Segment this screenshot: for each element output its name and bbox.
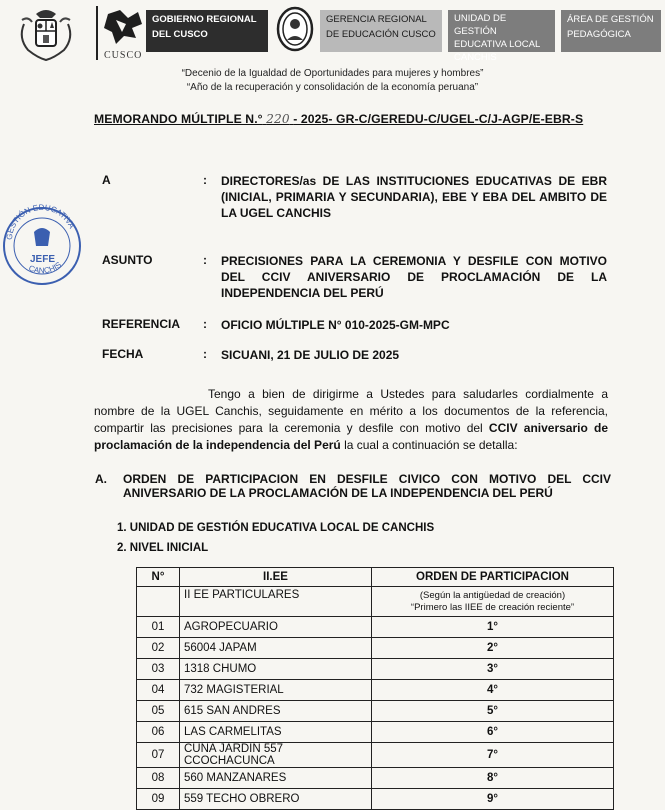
stamp-top-text: GESTIÓN EDUCATIVA bbox=[4, 202, 77, 241]
ugel-jefe-stamp bbox=[0, 188, 82, 294]
header-orden: ORDEN DE PARTICIPACION bbox=[372, 568, 614, 587]
row-orden: 8° bbox=[372, 768, 614, 789]
field-referencia-label: REFERENCIA bbox=[102, 317, 181, 331]
subheader-note-line1: (Según la antigüedad de creación) bbox=[419, 589, 566, 601]
header-area-line2: PEDAGÓGICA bbox=[567, 29, 631, 40]
field-referencia-colon: : bbox=[203, 317, 207, 331]
row-iiee: 560 MANZANARES bbox=[180, 768, 372, 789]
subheader-note-line2: “Primero las IIEE de creación reciente” bbox=[410, 601, 575, 613]
section-a-heading bbox=[95, 472, 611, 500]
header-area-line1: ÁREA DE GESTIÓN bbox=[567, 14, 654, 25]
table-header-row bbox=[137, 568, 614, 587]
table-row bbox=[137, 617, 614, 638]
cusco-logo-text: CUSCO bbox=[104, 50, 143, 61]
row-iiee: CUNA JARDIN 557 CCOCHACUNCA bbox=[180, 743, 372, 768]
table-row bbox=[137, 768, 614, 789]
intro-paragraph bbox=[94, 386, 608, 454]
memo-title-prefix: MEMORANDO MÚLTIPLE N.° bbox=[94, 112, 263, 126]
header-gerencia-line1: GERENCIA REGIONAL bbox=[326, 14, 427, 25]
memo-title bbox=[94, 112, 583, 126]
row-orden: 5° bbox=[372, 701, 614, 722]
table-subheader-row bbox=[137, 587, 614, 617]
header-ugel-line2: EDUCATIVA LOCAL bbox=[454, 39, 541, 50]
field-referencia-value: OFICIO MÚLTIPLE N° 010-2025-GM-MPC bbox=[221, 318, 450, 332]
section-a-text: ORDEN DE PARTICIPACION EN DESFILE CIVICO CON MOTIVO DEL CCIV ANIVERSARIO DE LA PROCLAMACIÓN DE LA INDEPENDENCIA DEL PERÚ bbox=[123, 472, 611, 500]
intro-text-c: la cual a continuación se detalla: bbox=[340, 438, 518, 452]
row-number: 05 bbox=[137, 701, 180, 722]
field-fecha-colon: : bbox=[203, 347, 207, 361]
row-number: 03 bbox=[137, 659, 180, 680]
header-gobierno-line1: GOBIERNO REGIONAL bbox=[152, 14, 257, 25]
row-iiee: 615 SAN ANDRES bbox=[180, 701, 372, 722]
table-body bbox=[137, 617, 614, 810]
header-ugel bbox=[448, 10, 555, 63]
header-ugel-line1: UNIDAD DE GESTIÓN bbox=[454, 13, 507, 37]
row-number: 01 bbox=[137, 617, 180, 638]
row-iiee: LAS CARMELITAS bbox=[180, 722, 372, 743]
table-row bbox=[137, 722, 614, 743]
row-orden: 9° bbox=[372, 789, 614, 810]
header-iiee: II.EE bbox=[180, 568, 372, 587]
row-orden: 1° bbox=[372, 617, 614, 638]
row-orden: 2° bbox=[372, 638, 614, 659]
header-ugel-line3: CANCHIS bbox=[454, 52, 497, 63]
header-gerencia-line2: DE EDUCACIÓN CUSCO bbox=[326, 29, 436, 40]
header-gerencia-regional bbox=[320, 10, 442, 52]
field-fecha-label: FECHA bbox=[102, 347, 144, 361]
row-iiee: AGROPECUARIO bbox=[180, 617, 372, 638]
year-quote: “Año de la recuperación y consolidación de la economía peruana” bbox=[186, 82, 479, 93]
decenio-quote: “Decenio de la Igualdad de Oportunidades para mujeres y hombres” bbox=[181, 68, 484, 79]
field-asunto-label: ASUNTO bbox=[102, 253, 153, 267]
section-a-letter: A. bbox=[95, 472, 107, 486]
table-row bbox=[137, 680, 614, 701]
intro-text-a: Tengo a bien de dirigirme a Ustedes para saludarles cordialmente a nombre de la UGEL Canchis, seguidamente en mérito a los documentos de la referencia, compartir las precisiones para la ceremonia y desfile con motivo del bbox=[94, 387, 608, 435]
subheader-particulares: II EE PARTICULARES bbox=[180, 587, 372, 617]
item-nivel-inicial: 2. NIVEL INICIAL bbox=[117, 542, 209, 554]
subheader-note bbox=[372, 587, 614, 617]
header-gobierno-regional bbox=[146, 10, 268, 52]
row-orden: 7° bbox=[372, 743, 614, 768]
row-number: 08 bbox=[137, 768, 180, 789]
row-iiee: 1318 CHUMO bbox=[180, 659, 372, 680]
intro-text-bold: CCIV aniversario de proclamación de la independencia del Perú bbox=[94, 421, 608, 452]
participation-table bbox=[136, 567, 614, 810]
row-orden: 4° bbox=[372, 680, 614, 701]
field-fecha-value: SICUANI, 21 DE JULIO DE 2025 bbox=[221, 348, 400, 362]
row-number: 07 bbox=[137, 743, 180, 768]
memo-number: 220 bbox=[266, 112, 290, 126]
row-number: 06 bbox=[137, 722, 180, 743]
row-iiee: 559 TECHO OBRERO bbox=[180, 789, 372, 810]
stamp-bottom-text: CANCHIS bbox=[27, 260, 64, 276]
table-row bbox=[137, 701, 614, 722]
item-ugel: 1. UNIDAD DE GESTIÓN EDUCATIVA LOCAL DE CANCHIS bbox=[117, 522, 435, 534]
row-number: 04 bbox=[137, 680, 180, 701]
field-a-colon: : bbox=[203, 173, 207, 187]
subheader-empty bbox=[137, 587, 180, 617]
row-orden: 6° bbox=[372, 722, 614, 743]
gerencia-emblem-icon bbox=[276, 6, 314, 52]
row-number: 09 bbox=[137, 789, 180, 810]
field-a-label: A bbox=[102, 173, 111, 187]
stamp-center-text: JEFE bbox=[30, 254, 56, 265]
field-asunto-value: PRECISIONES PARA LA CEREMONIA Y DESFILE CON MOTIVO DEL CCIV ANIVERSARIO DE PROCLAMACIÓN DE LA INDEPENDENCIA DEL PERÚ bbox=[221, 254, 607, 300]
row-iiee: 732 MAGISTERIAL bbox=[180, 680, 372, 701]
field-asunto-colon: : bbox=[203, 253, 207, 267]
row-iiee: 56004 JAPAM bbox=[180, 638, 372, 659]
table-row bbox=[137, 789, 614, 810]
header-gobierno-line2: DEL CUSCO bbox=[152, 29, 208, 40]
header-n: N° bbox=[137, 568, 180, 587]
table-row bbox=[137, 638, 614, 659]
peru-coat-of-arms-icon bbox=[14, 4, 78, 62]
field-a-value: DIRECTORES/as DE LAS INSTITUCIONES EDUCATIVAS DE EBR (INICIAL, PRIMARIA Y SECUNDARIA), EBE Y EBA DEL AMBITO DE LA UGEL CANCHIS bbox=[221, 174, 607, 220]
row-number: 02 bbox=[137, 638, 180, 659]
memo-title-suffix: - 2025- GR-C/GEREDU-C/UGEL-C/J-AGP/E-EBR-S bbox=[293, 112, 584, 126]
header-area-gestion bbox=[561, 10, 661, 52]
row-orden: 3° bbox=[372, 659, 614, 680]
table-row bbox=[137, 743, 614, 768]
table-row bbox=[137, 659, 614, 680]
